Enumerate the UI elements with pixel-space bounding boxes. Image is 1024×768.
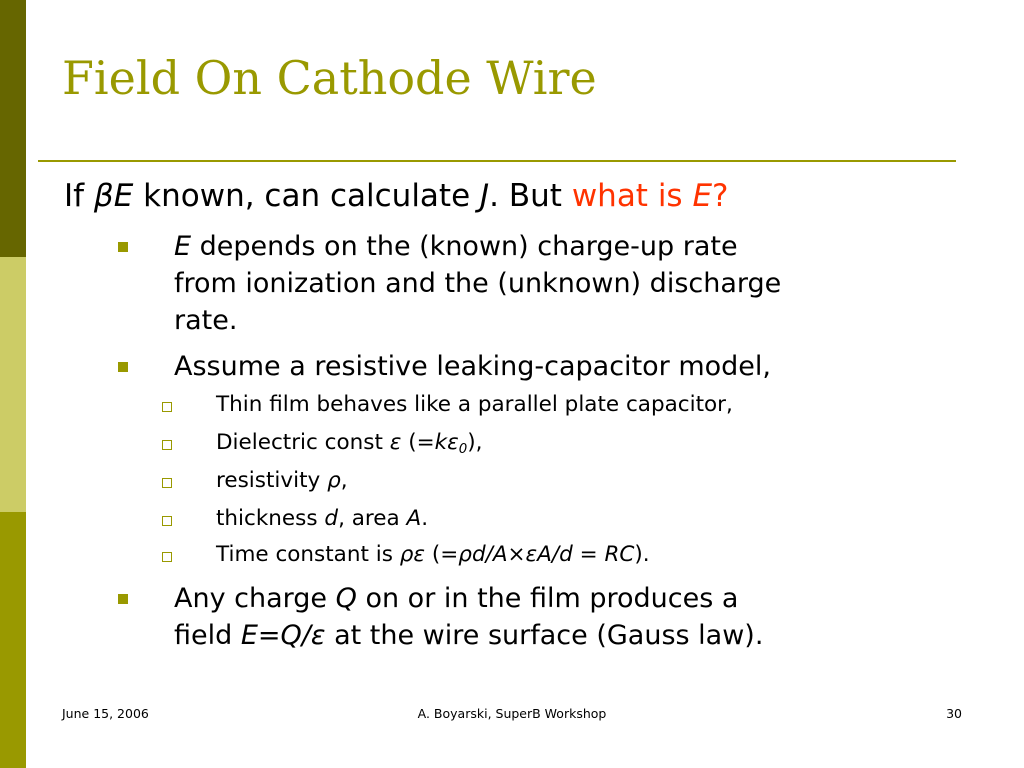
- sub4-mid: , area: [338, 506, 407, 531]
- sub4-d: d: [324, 506, 339, 531]
- sub5-rho-epsilon: ρε: [399, 542, 426, 567]
- sub5-line: [216, 540, 650, 570]
- bullet2-line: Assume a resistive leaking-capacitor model,: [174, 351, 772, 382]
- bullet3-line2-pre: field: [174, 620, 241, 651]
- title-divider: [38, 160, 956, 162]
- bullet-square-3: [118, 594, 128, 604]
- bullet-square-2: [118, 362, 128, 372]
- bullet3-q: Q: [335, 583, 357, 614]
- side-bar-bottom: [0, 512, 26, 768]
- sub4-post: .: [421, 506, 429, 531]
- sub2-subscript-zero: 0: [458, 441, 468, 457]
- bullet3-field: E=Q/ε: [240, 620, 326, 651]
- intro-known: known, can calculate: [133, 178, 481, 214]
- sub5-equals: =: [572, 542, 605, 567]
- intro-e: E: [692, 178, 713, 214]
- intro-j: J: [480, 178, 490, 214]
- intro-question-mark: ?: [712, 178, 729, 214]
- bullet3-post: on or in the film produces a: [356, 583, 739, 614]
- sub-bullet-4: [162, 516, 172, 526]
- footer-author: A. Boyarski, SuperB Workshop: [417, 706, 607, 721]
- bullet3-line2-post: at the wire surface (Gauss law).: [325, 620, 764, 651]
- intro-if: If: [64, 178, 94, 214]
- intro-line: [64, 178, 729, 214]
- side-bar-top: [0, 0, 26, 257]
- sub2-pre: Dielectric const: [216, 430, 390, 455]
- sub2-k-epsilon: kε: [434, 430, 459, 455]
- side-bar-middle: [0, 257, 26, 512]
- sub4-line: [216, 504, 428, 534]
- bullet3-line2: [174, 617, 763, 654]
- sub-bullet-3: [162, 478, 172, 488]
- footer-date: June 15, 2006: [62, 706, 149, 721]
- bullet1-line2: from ionization and the (unknown) discharge: [174, 268, 782, 299]
- sub5-rc: RC: [604, 542, 635, 567]
- sub1-line: Thin film behaves like a parallel plate capacitor,: [216, 392, 733, 417]
- sub3-post: ,: [340, 468, 348, 493]
- bullet1-text-1: depends on the (known) charge-up rate: [191, 231, 738, 262]
- intro-beta-e: βE: [93, 178, 134, 214]
- bullet3-pre: Any charge: [174, 583, 336, 614]
- sub4-pre: thickness: [216, 506, 325, 531]
- sub5-close: ).: [634, 542, 650, 567]
- sub-bullet-5: [162, 552, 172, 562]
- sub3-rho: ρ: [327, 468, 341, 493]
- sub3-line: [216, 466, 348, 496]
- slide-title: Field On Cathode Wire: [62, 51, 597, 105]
- bullet1-line1: [174, 228, 738, 265]
- footer-page-number: 30: [946, 706, 962, 721]
- sub2-open: (=: [401, 430, 435, 455]
- sub5-formula: ρd/A×εA/d: [458, 542, 573, 567]
- bullet1-line3: rate.: [174, 305, 238, 336]
- intro-what-is: what is: [571, 178, 693, 214]
- bullet1-e: E: [174, 231, 192, 262]
- bullet-square-1: [118, 242, 128, 252]
- bullet3-line1: [174, 580, 738, 617]
- sub2-close: ),: [467, 430, 483, 455]
- sub5-pre: Time constant is: [216, 542, 400, 567]
- sub-bullet-1: [162, 402, 172, 412]
- intro-but: . But: [489, 178, 572, 214]
- sub5-open: (=: [425, 542, 459, 567]
- sub2-epsilon: ε: [389, 430, 402, 455]
- sub4-a: A: [406, 506, 422, 531]
- sub3-pre: resistivity: [216, 468, 328, 493]
- sub2-line: [216, 428, 482, 458]
- sub-bullet-2: [162, 440, 172, 450]
